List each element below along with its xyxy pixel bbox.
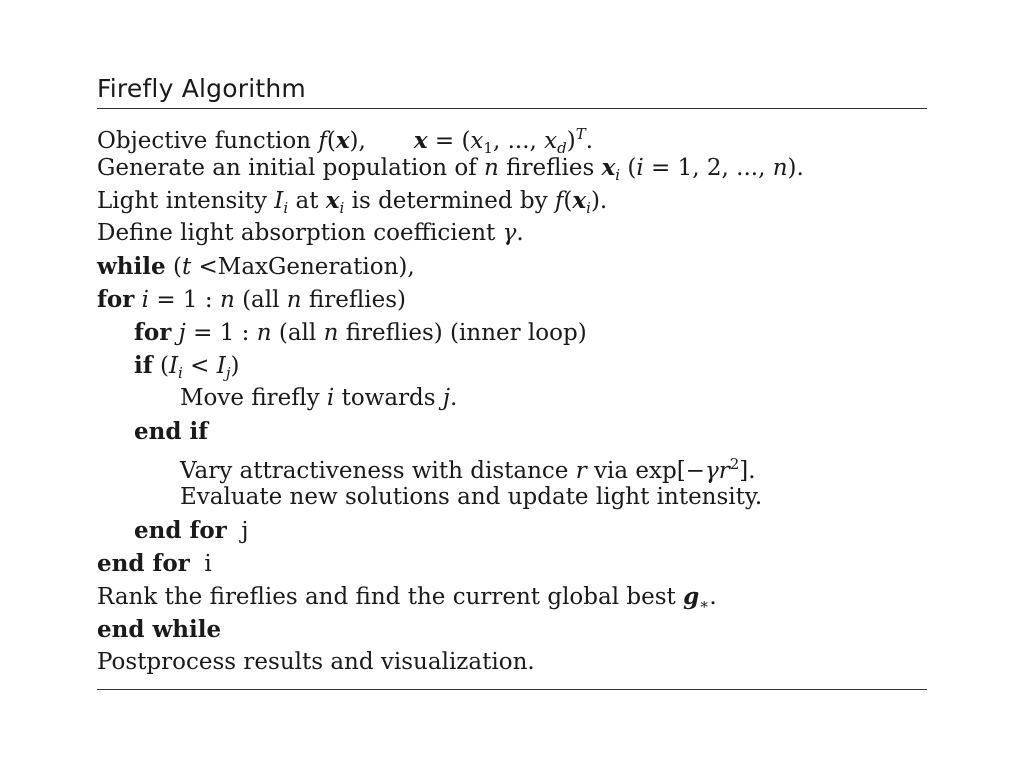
line-move-firefly: Move firefly i towards j. [180,385,458,411]
algorithm-box [97,72,927,690]
line-for-j: for j = 1 : n (all n fireflies) (inner loop) [134,319,587,346]
bottom-rule [97,689,927,690]
line-end-if: end if [134,418,209,445]
line-for-i: for i = 1 : n (all n fireflies) [97,286,406,313]
line-objective: Objective function f(x), $x = (x_1$, ..., $x_d)^T$. [97,125,594,157]
line-end-for-j: end for j [134,517,249,544]
line-postprocess: Postprocess results and visualization. [97,649,535,675]
line-vary-attractiveness: Vary attractiveness with distance r via $\exp[-\gamma r^2]$. [180,455,756,484]
line-while: while (t <MaxGeneration), [97,253,415,280]
line-absorption: Define light absorption coefficient γ. [97,220,524,246]
line-if: if $(I_i < I_j)$ [134,352,240,382]
line-evaluate: Evaluate new solutions and update light intensity. [180,484,763,510]
line-end-for-i: end for i [97,550,212,577]
algorithm-title: Firefly Algorithm [97,74,306,103]
line-generate-population: Generate an initial population of n fireflies $x_i$ (i = 1, 2, ..., n). [97,154,804,184]
line-rank: Rank the fireflies and find the current global best $g_∗$. [97,583,717,613]
line-end-while: end while [97,616,222,643]
algorithm-body [97,109,927,679]
line-light-intensity: Light intensity $I_i$ at $x_i$ is determined by $f(x_i)$. [97,187,608,217]
